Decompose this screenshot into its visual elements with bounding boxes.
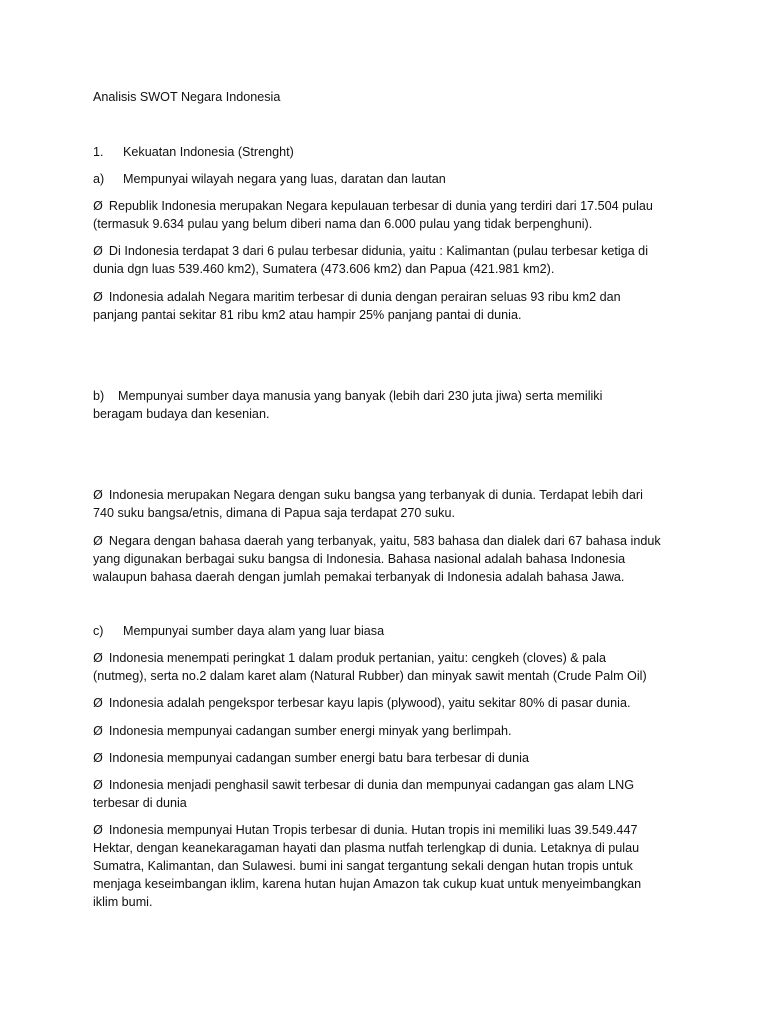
c-bullet-6-line-2: Hektar, dengan keanekaragaman hayati dan plasma nutfah terlengkap di dunia. Letaknya di pulau <box>93 841 640 855</box>
subsection-b-heading-line-2: beragam budaya dan kesenian. <box>93 407 270 421</box>
bullet-icon: Ø <box>93 822 103 837</box>
c-bullet-6-text-1: Indonesia mempunyai Hutan Tropis terbesar di dunia. Hutan tropis ini memiliki luas 39.549.447 <box>108 823 638 837</box>
subsection-a-marker: a) <box>93 172 105 186</box>
c-bullet-3-line-1 <box>93 722 511 740</box>
a-bullet-3-line-2: panjang pantai sekitar 81 ribu km2 atau hampir 25% panjang pantai di dunia. <box>93 308 522 322</box>
c-bullet-3-text-1: Indonesia mempunyai cadangan sumber energi minyak yang berlimpah. <box>108 724 512 738</box>
bullet-icon: Ø <box>93 723 103 738</box>
c-bullet-6-line-3: Sumatra, Kalimantan, dan Sulawesi. bumi ini sangat tergantung sekali dengan hutan tropis untuk <box>93 859 633 873</box>
subsection-c-marker: c) <box>93 624 104 638</box>
a-bullet-2-line-2: dunia dgn luas 539.460 km2), Sumatera (473.606 km2) dan Papua (421.981 km2). <box>93 262 555 276</box>
section-1-heading: Kekuatan Indonesia (Strenght) <box>123 145 294 159</box>
a-bullet-1-line-2: (termasuk 9.634 pulau yang belum diberi nama dan 6.000 pulau yang tidak berpenghuni). <box>93 217 593 231</box>
c-bullet-2-text-1: Indonesia adalah pengekspor terbesar kayu lapis (plywood), yaitu sekitar 80% di pasar dunia. <box>108 696 631 710</box>
a-bullet-1-line-1 <box>93 197 653 215</box>
b-bullet-2-line-1 <box>93 532 661 550</box>
bullet-icon: Ø <box>93 487 103 502</box>
section-1-number: 1. <box>93 145 104 159</box>
b-bullet-2-text-1: Negara dengan bahasa daerah yang terbanyak, yaitu, 583 bahasa dan dialek dari 67 bahasa induk <box>108 534 661 548</box>
bullet-icon: Ø <box>93 750 103 765</box>
subsection-c-heading: Mempunyai sumber daya alam yang luar biasa <box>123 624 385 638</box>
bullet-icon: Ø <box>93 533 103 548</box>
a-bullet-3-text-1: Indonesia adalah Negara maritim terbesar di dunia dengan perairan seluas 93 ribu km2 dan <box>108 290 621 304</box>
b-bullet-1-line-2: 740 suku bangsa/etnis, dimana di Papua saja terdapat 270 suku. <box>93 506 455 520</box>
c-bullet-5-line-2: terbesar di dunia <box>93 796 187 810</box>
c-bullet-1-text-1: Indonesia menempati peringkat 1 dalam produk pertanian, yaitu: cengkeh (cloves) & pala <box>108 651 606 665</box>
b-bullet-1-line-1 <box>93 486 643 504</box>
bullet-icon: Ø <box>93 650 103 665</box>
a-bullet-1-text-1: Republik Indonesia merupakan Negara kepulauan terbesar di dunia yang terdiri dari 17.504 pulau <box>108 199 653 213</box>
bullet-icon: Ø <box>93 243 103 258</box>
bullet-icon: Ø <box>93 289 103 304</box>
c-bullet-5-text-1: Indonesia menjadi penghasil sawit terbesar di dunia dan mempunyai cadangan gas alam LNG <box>108 778 634 792</box>
a-bullet-2-line-1 <box>93 242 648 260</box>
document-title: Analisis SWOT Negara Indonesia <box>93 90 281 104</box>
a-bullet-3-line-1 <box>93 288 621 306</box>
c-bullet-6-line-5: iklim bumi. <box>93 895 153 909</box>
subsection-b-heading-line-1: Mempunyai sumber daya manusia yang banyak (lebih dari 230 juta jiwa) serta memiliki <box>118 389 603 403</box>
bullet-icon: Ø <box>93 695 103 710</box>
subsection-b-marker: b) <box>93 389 105 403</box>
a-bullet-2-text-1: Di Indonesia terdapat 3 dari 6 pulau terbesar didunia, yaitu : Kalimantan (pulau terbesar ketiga di <box>108 244 648 258</box>
subsection-a-heading: Mempunyai wilayah negara yang luas, daratan dan lautan <box>123 172 446 186</box>
b-bullet-2-line-2: yang digunakan berbagai suku bangsa di Indonesia. Bahasa nasional adalah bahasa Indonesia <box>93 552 626 566</box>
c-bullet-6-line-1 <box>93 821 637 839</box>
c-bullet-1-line-1 <box>93 649 606 667</box>
bullet-icon: Ø <box>93 198 103 213</box>
b-bullet-2-line-3: walaupun bahasa daerah dengan jumlah pemakai terbanyak di Indonesia adalah bahasa Jawa. <box>93 570 625 584</box>
bullet-icon: Ø <box>93 777 103 792</box>
c-bullet-2-line-1 <box>93 694 630 712</box>
c-bullet-1-line-2: (nutmeg), serta no.2 dalam karet alam (Natural Rubber) dan minyak sawit mentah (Crude Palm Oil) <box>93 669 647 683</box>
c-bullet-4-text-1: Indonesia mempunyai cadangan sumber energi batu bara terbesar di dunia <box>108 751 529 765</box>
c-bullet-6-line-4: menjaga keseimbangan iklim, karena hutan hujan Amazon tak cukup kuat untuk menyeimbangkan <box>93 877 642 891</box>
b-bullet-1-text-1: Indonesia merupakan Negara dengan suku bangsa yang terbanyak di dunia. Terdapat lebih dari <box>108 488 643 502</box>
c-bullet-4-line-1 <box>93 749 529 767</box>
c-bullet-5-line-1 <box>93 776 634 794</box>
